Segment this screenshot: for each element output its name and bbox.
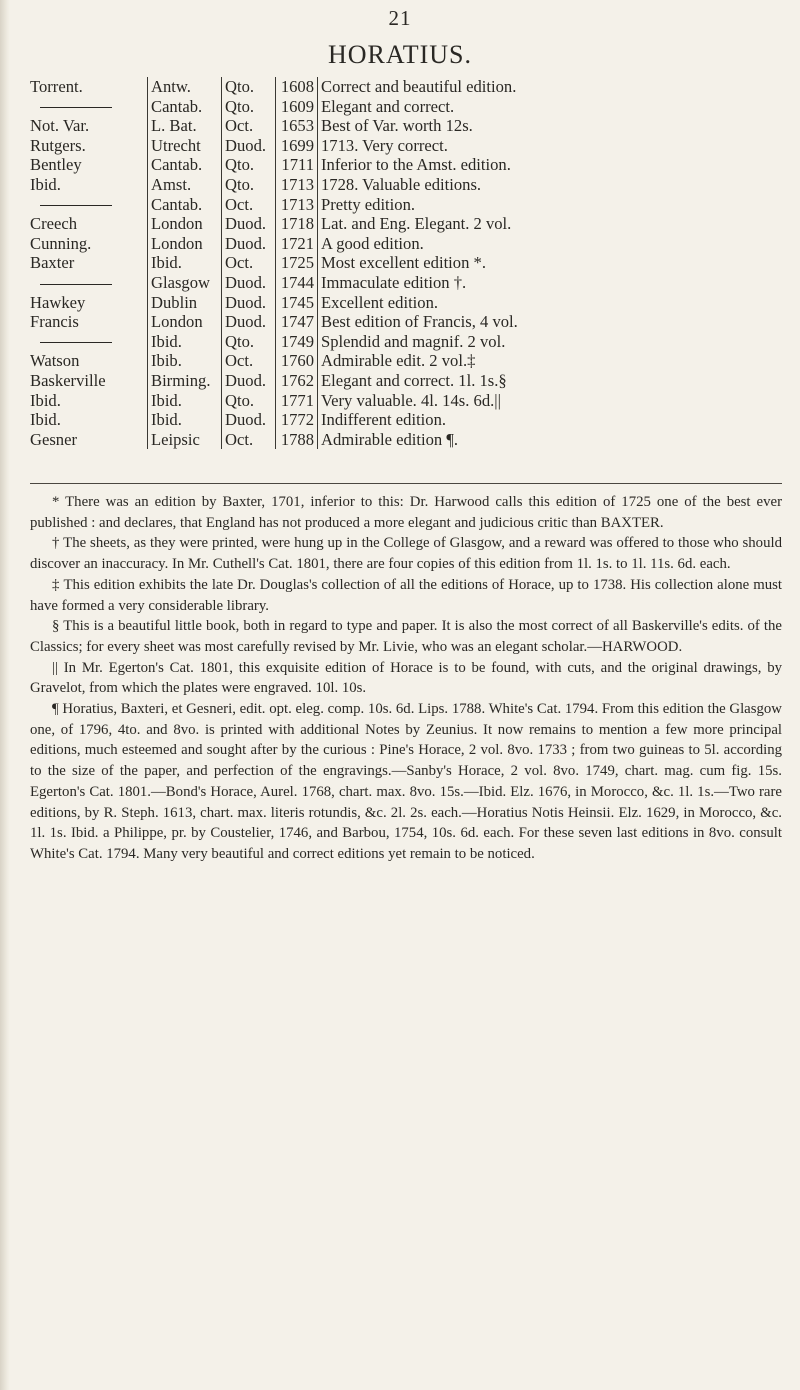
edition-year: 1772 — [276, 410, 318, 430]
edition-note: Elegant and correct. — [318, 97, 781, 117]
edition-place: L. Bat. — [148, 116, 222, 136]
edition-row — [30, 430, 780, 450]
edition-note: 1713. Very correct. — [318, 136, 781, 156]
edition-size: Oct. — [222, 195, 276, 215]
edition-editor — [30, 332, 148, 352]
edition-note: Most excellent edition *. — [318, 253, 781, 273]
edition-year: 1771 — [276, 391, 318, 411]
edition-note: Inferior to the Amst. edition. — [318, 155, 781, 175]
footnote-rule — [30, 483, 782, 484]
ditto-dash — [40, 107, 112, 108]
edition-size: Duod. — [222, 410, 276, 430]
edition-editor: Torrent. — [30, 77, 83, 96]
edition-row — [30, 371, 780, 391]
edition-note: Admirable edition ¶. — [318, 430, 781, 450]
edition-year: 1608 — [276, 77, 318, 97]
edition-place: Ibid. — [148, 332, 222, 352]
edition-place: Birming. — [148, 371, 222, 391]
edition-place: Utrecht — [148, 136, 222, 156]
footnote-watson: ‡ This edition exhibits the late Dr. Douglas's collection of all the editions of Horace, up to 1738. His collection alone must have formed a very considerable library. — [30, 576, 782, 614]
edition-place: Ibid. — [148, 410, 222, 430]
edition-year: 1749 — [276, 332, 318, 352]
edition-place: London — [148, 234, 222, 254]
edition-note: Immaculate edition †. — [318, 273, 781, 293]
edition-year: 1653 — [276, 116, 318, 136]
edition-editor: Hawkey — [30, 292, 86, 312]
edition-editor: Watson — [30, 351, 80, 371]
edition-size: Oct. — [222, 430, 276, 450]
edition-year: 1609 — [276, 97, 318, 117]
edition-place: Amst. — [148, 175, 222, 195]
edition-year: 1718 — [276, 214, 318, 234]
edition-note: Very valuable. 4l. 14s. 6d.|| — [318, 391, 781, 411]
page-number: 21 — [388, 6, 412, 30]
edition-row — [30, 273, 780, 293]
edition-note: Splendid and magnif. 2 vol. — [318, 332, 781, 352]
edition-year: 1744 — [276, 273, 318, 293]
footnote-baskerville-qto: || In Mr. Egerton's Cat. 1801, this exquisite edition of Horace is to be found, with cuts, and the original drawings, by Gravelot, from which the plates were engraved. 10l. 10s. — [30, 659, 782, 697]
edition-editor — [30, 195, 148, 215]
edition-row — [30, 116, 780, 136]
footnote-baskerville-duod: § This is a beautiful little book, both in regard to type and paper. It is also the most correct of all Baskerville's edits. of the Classics; for every sheet was most carefully revised by Mr. Livie, who was an elegant scholar.—HARWOOD. — [30, 618, 782, 655]
edition-year: 1760 — [276, 351, 318, 371]
edition-note: Lat. and Eng. Elegant. 2 vol. — [318, 214, 781, 234]
edition-editor: Baxter — [30, 253, 75, 273]
edition-note: 1728. Valuable editions. — [318, 175, 781, 195]
edition-size: Qto. — [222, 97, 276, 117]
edition-size: Oct. — [222, 116, 276, 136]
edition-size: Duod. — [222, 371, 276, 391]
edition-year: 1713 — [276, 175, 318, 195]
edition-size: Duod. — [222, 293, 276, 313]
editions-table — [30, 77, 780, 449]
edition-size: Duod. — [222, 234, 276, 254]
edition-year: 1788 — [276, 430, 318, 450]
edition-year: 1713 — [276, 195, 318, 215]
ditto-dash — [40, 342, 112, 343]
edition-place: Ibid. — [148, 253, 222, 273]
edition-row — [30, 175, 780, 195]
edition-editor: Ibid. — [30, 390, 61, 410]
edition-row — [30, 410, 780, 430]
edition-row — [30, 97, 780, 117]
edition-place: London — [148, 214, 222, 234]
edition-row — [30, 136, 780, 156]
edition-place: Antw. — [148, 77, 222, 97]
edition-editor: Baskerville — [30, 370, 106, 390]
edition-editor: Not. Var. — [30, 116, 90, 136]
edition-size: Qto. — [222, 332, 276, 352]
running-head: HORATIUS. — [327, 40, 473, 69]
edition-size: Oct. — [222, 253, 276, 273]
edition-note: Elegant and correct. 1l. 1s.§ — [318, 371, 781, 391]
edition-row — [30, 312, 780, 332]
edition-editor: Gesner — [30, 429, 77, 449]
edition-size: Qto. — [222, 155, 276, 175]
edition-size: Duod. — [222, 312, 276, 332]
edition-row — [30, 195, 780, 215]
edition-place: Dublin — [148, 293, 222, 313]
edition-note: Indifferent edition. — [318, 410, 781, 430]
edition-row — [30, 253, 780, 273]
edition-note: Best edition of Francis, 4 vol. — [318, 312, 781, 332]
edition-place: Ibib. — [148, 351, 222, 371]
edition-row — [30, 77, 780, 97]
edition-note: Excellent edition. — [318, 293, 781, 313]
edition-row — [30, 332, 780, 352]
page-binding-edge — [0, 0, 10, 1390]
edition-size: Duod. — [222, 214, 276, 234]
edition-editor: Ibid. — [30, 174, 61, 194]
edition-place: Leipsic — [148, 430, 222, 450]
edition-year: 1745 — [276, 293, 318, 313]
edition-place: Ibid. — [148, 391, 222, 411]
edition-year: 1711 — [276, 155, 318, 175]
ditto-dash — [40, 205, 112, 206]
edition-size: Qto. — [222, 175, 276, 195]
edition-row — [30, 155, 780, 175]
edition-year: 1699 — [276, 136, 318, 156]
edition-place: Cantab. — [148, 155, 222, 175]
edition-row — [30, 293, 780, 313]
edition-row — [30, 234, 780, 254]
edition-note: Correct and beautiful edition. — [318, 77, 781, 97]
edition-note: A good edition. — [318, 234, 781, 254]
edition-editor: Cunning. — [30, 233, 92, 253]
edition-size: Qto. — [222, 391, 276, 411]
edition-size: Duod. — [222, 136, 276, 156]
edition-year: 1721 — [276, 234, 318, 254]
edition-editor: Creech — [30, 214, 77, 234]
edition-size: Qto. — [222, 77, 276, 97]
edition-place: London — [148, 312, 222, 332]
edition-editor: Bentley — [30, 155, 82, 175]
edition-year: 1762 — [276, 371, 318, 391]
edition-editor: Rutgers. — [30, 135, 86, 155]
edition-year: 1725 — [276, 253, 318, 273]
edition-size: Duod. — [222, 273, 276, 293]
edition-year: 1747 — [276, 312, 318, 332]
edition-editor: Francis — [30, 312, 79, 332]
edition-editor — [30, 273, 148, 293]
edition-note: Pretty edition. — [318, 195, 781, 215]
edition-row — [30, 391, 780, 411]
edition-place: Cantab. — [148, 195, 222, 215]
edition-row — [30, 351, 780, 371]
edition-editor: Ibid. — [30, 410, 61, 430]
footnote-gesner: ¶ Horatius, Baxteri, et Gesneri, edit. opt. eleg. comp. 10s. 6d. Lips. 1788. White's Cat. 1794. From this edition the Glasgow one, of 1796, 4to. and 8vo. is printed with additional Notes by Zeunius. It now remains to mention a few more principal editions, much esteemed and sought after by the curious : Pine's Horace, 2 vol. 8vo. 1733 ; from two guineas to 5l. according to the size of the paper, and perfection of the engravings.—Sanby's Horace, 2 vol. 8vo. 1749, chart. mag. cum fig. 15s. Egerton's Cat. 1801.—Bond's Horace, Aurel. 1768, chart. max. 8vo. 15s.—Ibid. Elz. 1676, in Morocco, &c. 1l. 1s.—Two rare editions, by R. Steph. 1613, chart. max. literis rotundis, &c. 2l. 2s. each.—Horatius Notis Heinsii. Elz. 1629, in Morocco, &c. 1l. 1s. Ibid. a Philippe, pr. by Coustelier, 1746, and Barbou, 1754, 10s. 6d. each. For these seven last editions in 8vo. consult White's Cat. 1794. Many very beautiful and correct editions yet remain to be noticed. — [30, 701, 782, 862]
edition-row — [30, 214, 780, 234]
edition-place: Glasgow — [148, 273, 222, 293]
edition-size: Oct. — [222, 351, 276, 371]
edition-note: Best of Var. worth 12s. — [318, 116, 781, 136]
footnote-baxter: * There was an edition by Baxter, 1701, inferior to this: Dr. Harwood calls this edition of 1725 one of the best ever published : and declares, that England has not produced a more elegant and judicious critic than BAXTER. — [30, 494, 782, 531]
edition-editor — [30, 97, 148, 117]
footnotes — [30, 492, 782, 865]
edition-place: Cantab. — [148, 97, 222, 117]
edition-note: Admirable edit. 2 vol.‡ — [318, 351, 781, 371]
footnote-glasgow: † The sheets, as they were printed, were hung up in the College of Glasgow, and a reward was offered to those who should discover an inaccuracy. In Mr. Cuthell's Cat. 1801, there are four copies of this edition from 1l. 1s. to 1l. 11s. 6d. each. — [30, 535, 782, 573]
ditto-dash — [40, 284, 112, 285]
